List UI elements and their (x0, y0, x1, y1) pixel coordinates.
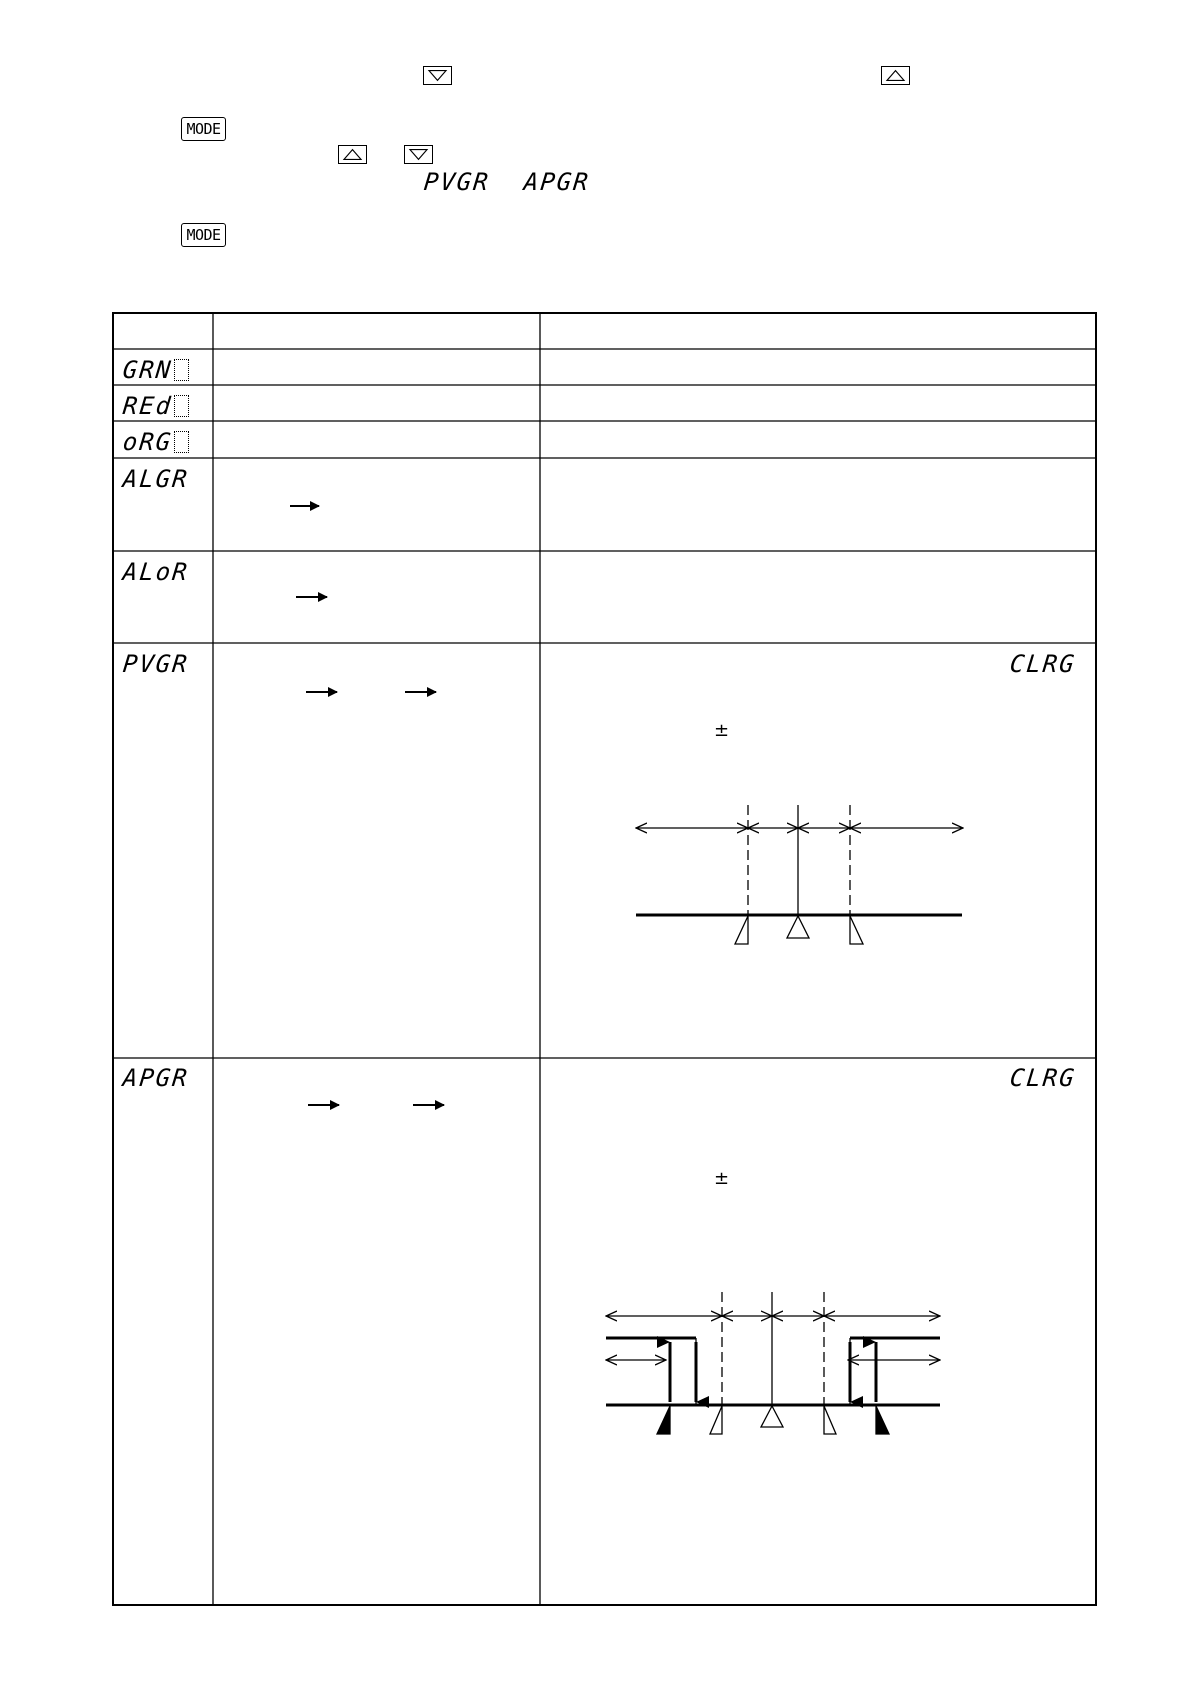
triangle-marker-icon (824, 1406, 836, 1434)
triangle-marker-icon (710, 1406, 722, 1434)
segment-code-apgr: APGR (522, 168, 592, 196)
row-right-code-clrg: CLRG (1008, 650, 1078, 678)
mode-key: MODE (181, 117, 226, 141)
triangle-marker-icon (876, 1406, 889, 1434)
row-right-code-clrg: CLRG (1008, 1064, 1078, 1092)
row-code-grn: GRN (122, 356, 191, 384)
row-code-apgr: APGR (121, 1064, 191, 1092)
triangle-marker-icon (657, 1406, 670, 1434)
row-code-algr: ALGR (121, 465, 191, 493)
triangle-marker-icon (761, 1406, 783, 1427)
mode-key: MODE (181, 223, 226, 247)
plus-minus-sign: ± (714, 1168, 730, 1189)
row-code-org: oRG (122, 428, 191, 456)
row-code-pvgr: PVGR (121, 650, 191, 678)
segment-code-pvgr: PVGR (422, 168, 492, 196)
plus-minus-sign: ± (714, 720, 730, 741)
row-code-alor: ALoR (121, 558, 191, 586)
row-code-red: REd (122, 392, 191, 420)
